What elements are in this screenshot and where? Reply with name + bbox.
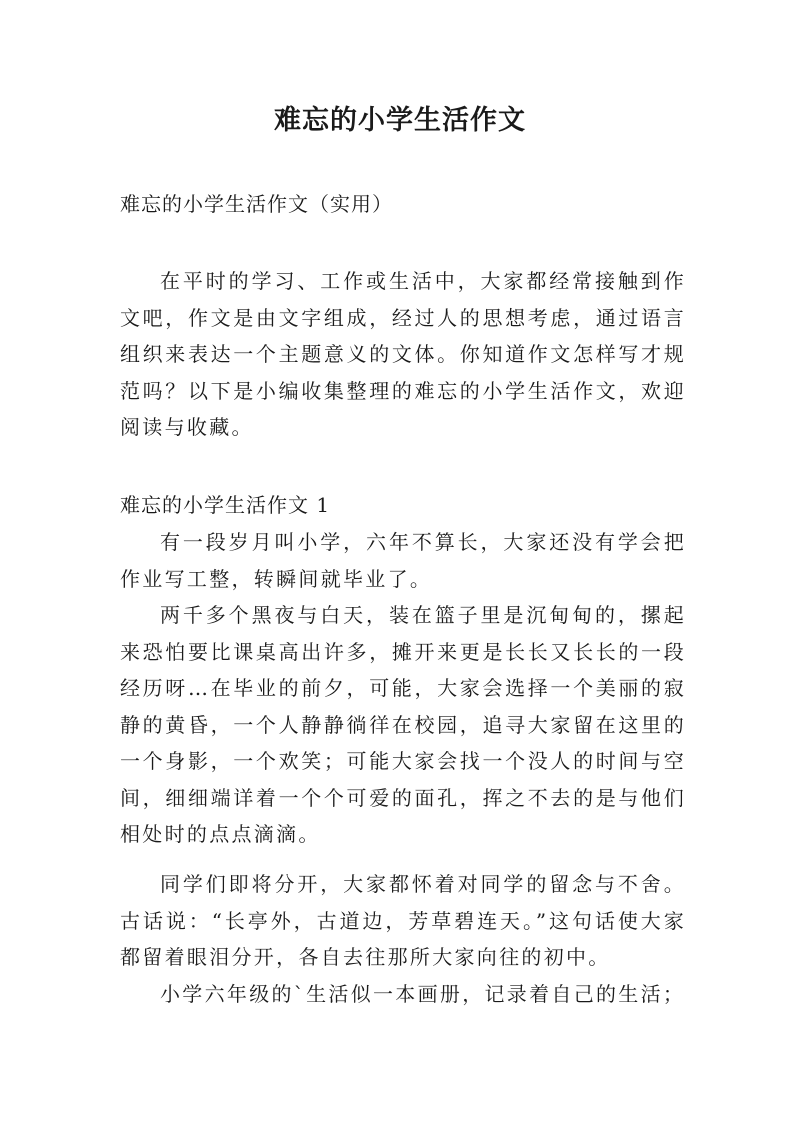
document-title: 难忘的小学生活作文 xyxy=(274,105,526,136)
section-heading: 难忘的小学生活作文 1 xyxy=(120,493,331,517)
document-subtitle: 难忘的小学生活作文（实用） xyxy=(120,192,393,216)
intro-paragraph: 在平时的学习、工作或生活中，大家都经常接触到作文吧，作文是由文字组成，经过人的思想考虑，通过语言组织来表达一个主题意义的文体。你知道作文怎样写才规范吗？以下是小编收集整理的难忘的小学生活作文，欢迎阅读与收藏。 xyxy=(120,269,686,439)
body-paragraph-3: 同学们即将分开，大家都怀着对同学的留念与不舍。古话说：“长亭外，古道边，芳草碧连天。”这句话使大家都留着眼泪分开，各自去往那所大家向往的初中。 xyxy=(120,872,686,969)
body-paragraph-1: 有一段岁月叫小学，六年不算长，大家还没有学会把作业写工整，转瞬间就毕业了。 xyxy=(120,530,686,591)
body-paragraph-2: 两千多个黑夜与白天，装在篮子里是沉甸甸的，摞起来恐怕要比课桌高出许多，摊开来更是长长又长长的一段经历呀…在毕业的前夕，可能，大家会选择一个美丽的寂静的黄昏，一个人静静徜徉在校园，追寻大家留在这里的一个身影，一个欢笑；可能大家会找一个没人的时间与空间，细细端详着一个个可爱的面孔，挥之不去的是与他们相处时的点点滴滴。 xyxy=(120,603,686,846)
body-paragraph-4: 小学六年级的`生活似一本画册，记录着自己的生活； xyxy=(160,982,686,1006)
